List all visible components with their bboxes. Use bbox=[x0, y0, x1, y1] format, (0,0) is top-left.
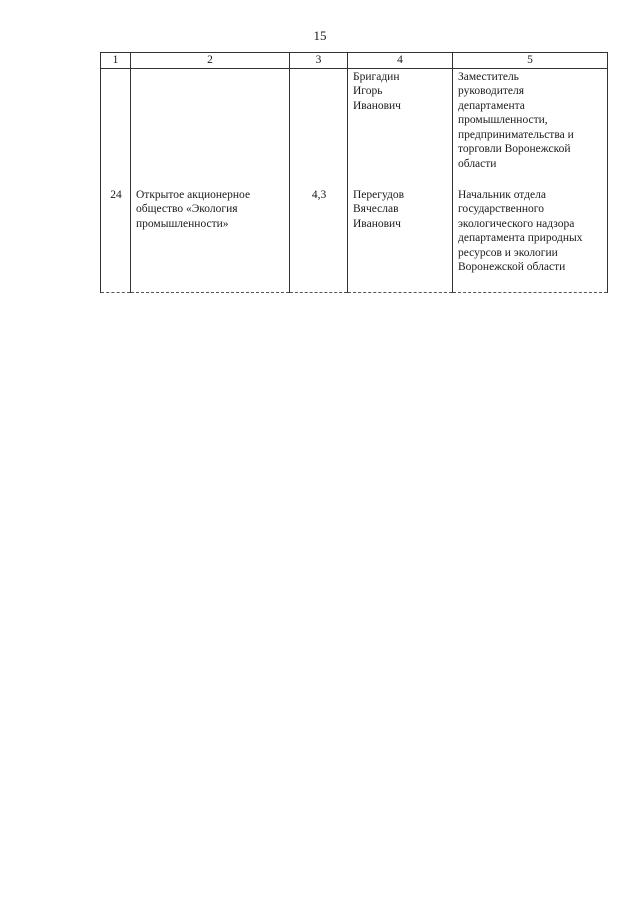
person-patronymic: Иванович bbox=[353, 99, 401, 112]
column-header-5: 5 bbox=[453, 53, 608, 69]
organization-cell bbox=[131, 186, 290, 293]
position-line: департамента bbox=[458, 99, 525, 112]
commission-table bbox=[100, 52, 608, 293]
column-header-3: 3 bbox=[290, 53, 348, 69]
position-line: руководителя bbox=[458, 85, 525, 97]
value-cell bbox=[290, 68, 348, 186]
row-number-cell: 24 bbox=[101, 186, 131, 293]
person-first-name: Вячеслав bbox=[353, 203, 399, 215]
person-surname: Перегудов bbox=[353, 188, 405, 201]
organization-line: промышленности» bbox=[136, 217, 229, 230]
page-number: 15 bbox=[313, 28, 327, 43]
position-line: Воронежской области bbox=[458, 261, 566, 273]
position-line: предпринимательства и bbox=[458, 128, 574, 141]
organization-line: общество «Экология bbox=[136, 203, 238, 215]
position-line: Заместитель bbox=[458, 70, 519, 83]
column-header-2: 2 bbox=[131, 53, 290, 69]
person-first-name: Игорь bbox=[353, 85, 383, 97]
table-row bbox=[101, 68, 608, 186]
column-header-4: 4 bbox=[348, 53, 453, 69]
organization-cell bbox=[131, 68, 290, 186]
person-cell bbox=[348, 186, 453, 293]
table-row bbox=[101, 186, 608, 293]
position-line: торговли Воронежской bbox=[458, 143, 571, 155]
position-line: области bbox=[458, 157, 497, 170]
person-surname: Бригадин bbox=[353, 70, 400, 83]
position-line: экологического надзора bbox=[458, 217, 575, 230]
position-cell bbox=[453, 186, 608, 293]
organization-line: Открытое акционерное bbox=[136, 188, 251, 201]
table-header-row bbox=[101, 53, 608, 69]
position-line: ресурсов и экологии bbox=[458, 246, 558, 259]
position-line: департамента природных bbox=[458, 232, 583, 244]
position-line: государственного bbox=[458, 203, 544, 215]
person-patronymic: Иванович bbox=[353, 217, 401, 230]
person-cell bbox=[348, 68, 453, 186]
position-cell bbox=[453, 68, 608, 186]
row-number-cell bbox=[101, 68, 131, 186]
position-line: Начальник отдела bbox=[458, 188, 546, 201]
position-line: промышленности, bbox=[458, 114, 548, 126]
column-header-1: 1 bbox=[101, 53, 131, 69]
value-cell: 4,3 bbox=[290, 186, 348, 293]
